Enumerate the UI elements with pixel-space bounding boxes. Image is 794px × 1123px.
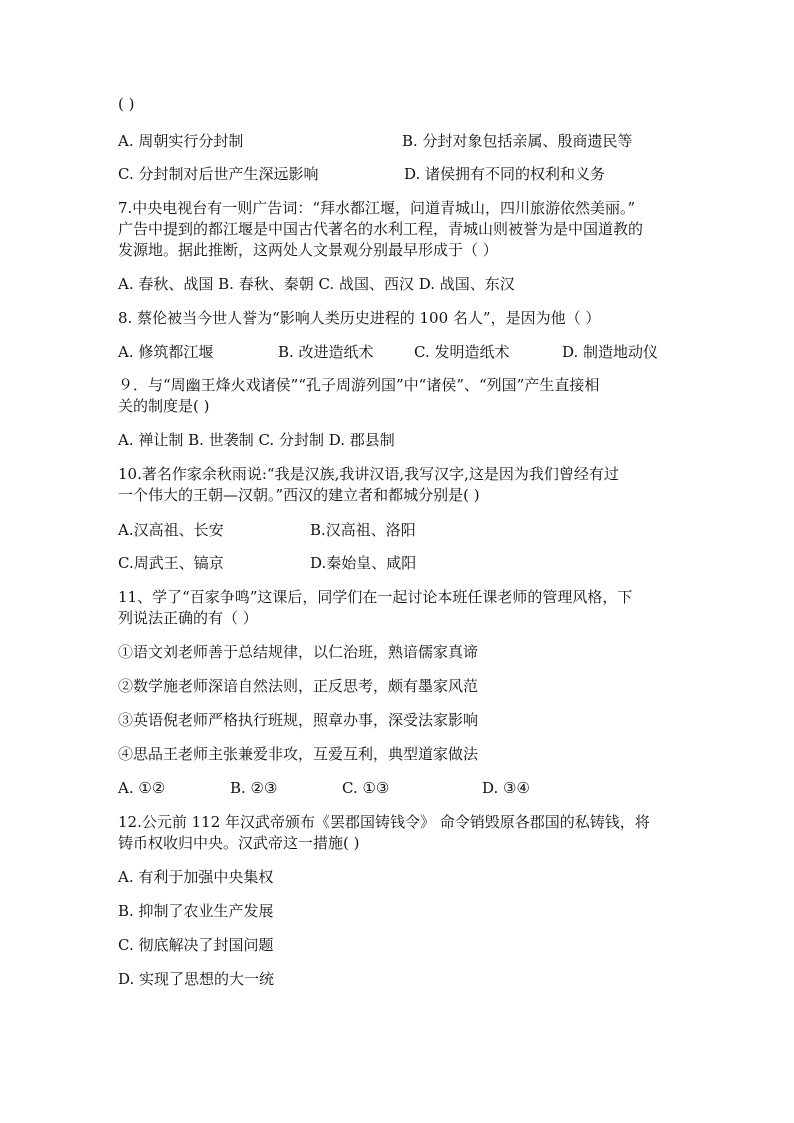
q11-statement-3: ③英语倪老师严格执行班规，照章办事，深受法家影响 [118,711,479,729]
q6-option-d: D. 诸侯拥有不同的权利和义务 [404,165,606,183]
q8-option-b: B. 改进造纸术 [278,343,374,361]
q11-option-b: B. ②③ [230,779,278,797]
q6-options-row1 [118,132,243,150]
q10-option-c: C.周武王、镐京 [118,554,224,572]
q10-stem-line2: 一个伟大的王朝—汉朝。”西汉的建立者和都城分别是( ) [118,486,480,504]
q11-stem-line1: 11、学了“百家争鸣”这课后，同学们在一起讨论本班任课老师的管理风格，下 [118,588,633,606]
q11-option-a: A. ①② [118,779,166,797]
q7-options: A. 春秋、战国 B. 春秋、秦朝 C. 战国、西汉 D. 战国、东汉 [118,275,515,293]
q7-stem-line2: 广告中提到的都江堰是中国古代著名的水利工程，青城山则被誉为是中国道教的 [118,220,644,238]
q9-options: A. 禅让制 B. 世袭制 C. 分封制 D. 郡县制 [118,431,395,449]
q12-option-b: B. 抑制了农业生产发展 [118,902,274,920]
q9-stem-line1: ９．与“周幽王烽火戏诸侯”“孔子周游列国”中“诸侯”、“列国”产生直接相 [118,376,600,394]
q11-statement-1: ①语文刘老师善于总结规律，以仁治班，熟谙儒家真谛 [118,643,479,661]
q11-statement-4: ④思品王老师主张兼爱非攻，互爱互利，典型道家做法 [118,745,479,763]
q6-answer-blank: ( ) [118,95,135,113]
q6-option-b: B. 分封对象包括亲属、殷商遗民等 [402,132,633,150]
q10-option-d: D.秦始皇、咸阳 [310,554,417,572]
q6-option-a: A. 周朝实行分封制 [118,132,244,150]
q10-option-b: B.汉高祖、洛阳 [310,521,416,539]
q11-stem-line2: 列说法正确的有（ ） [118,609,258,627]
q6-option-c: C. 分封制对后世产生深远影响 [118,165,319,183]
q7-stem-line3: 发源地。据此推断，这两处人文景观分别最早形成于（ ） [118,241,498,259]
q8-stem: 8. 蔡伦被当今世人誉为“影响人类历史进程的 100 名人”，是因为他（ ） [118,309,601,327]
q8-option-d: D. 制造地动仪 [562,343,659,361]
q11-option-d: D. ③④ [482,779,530,797]
q12-option-c: C. 彻底解决了封国问题 [118,936,274,954]
q12-stem-line1: 12.公元前 112 年汉武帝颁布《罢郡国铸钱令》 命令销毁原各郡国的私铸钱，将 [118,813,650,831]
q7-stem-line1: 7.中央电视台有一则广告词：“拜水都江堰，问道青城山，四川旅游依然美丽。” [118,199,636,217]
q12-option-d: D. 实现了思想的大一统 [118,970,275,988]
q11-option-c: C. ①③ [342,779,390,797]
q12-option-a: A. 有利于加强中央集权 [118,868,274,886]
q10-stem-line1: 10.著名作家余秋雨说:“我是汉族,我讲汉语,我写汉字,这是因为我们曾经有过 [118,465,619,483]
q10-option-a: A.汉高祖、长安 [118,521,224,539]
q12-stem-line2: 铸币权收归中央。汉武帝这一措施( ) [118,834,360,852]
q9-stem-line2: 关的制度是( ) [118,397,210,415]
q8-option-c: C. 发明造纸术 [414,343,510,361]
q11-statement-2: ②数学施老师深谙自然法则，正反思考，颇有墨家风范 [118,677,479,695]
q8-option-a: A. 修筑都江堰 [118,343,214,361]
